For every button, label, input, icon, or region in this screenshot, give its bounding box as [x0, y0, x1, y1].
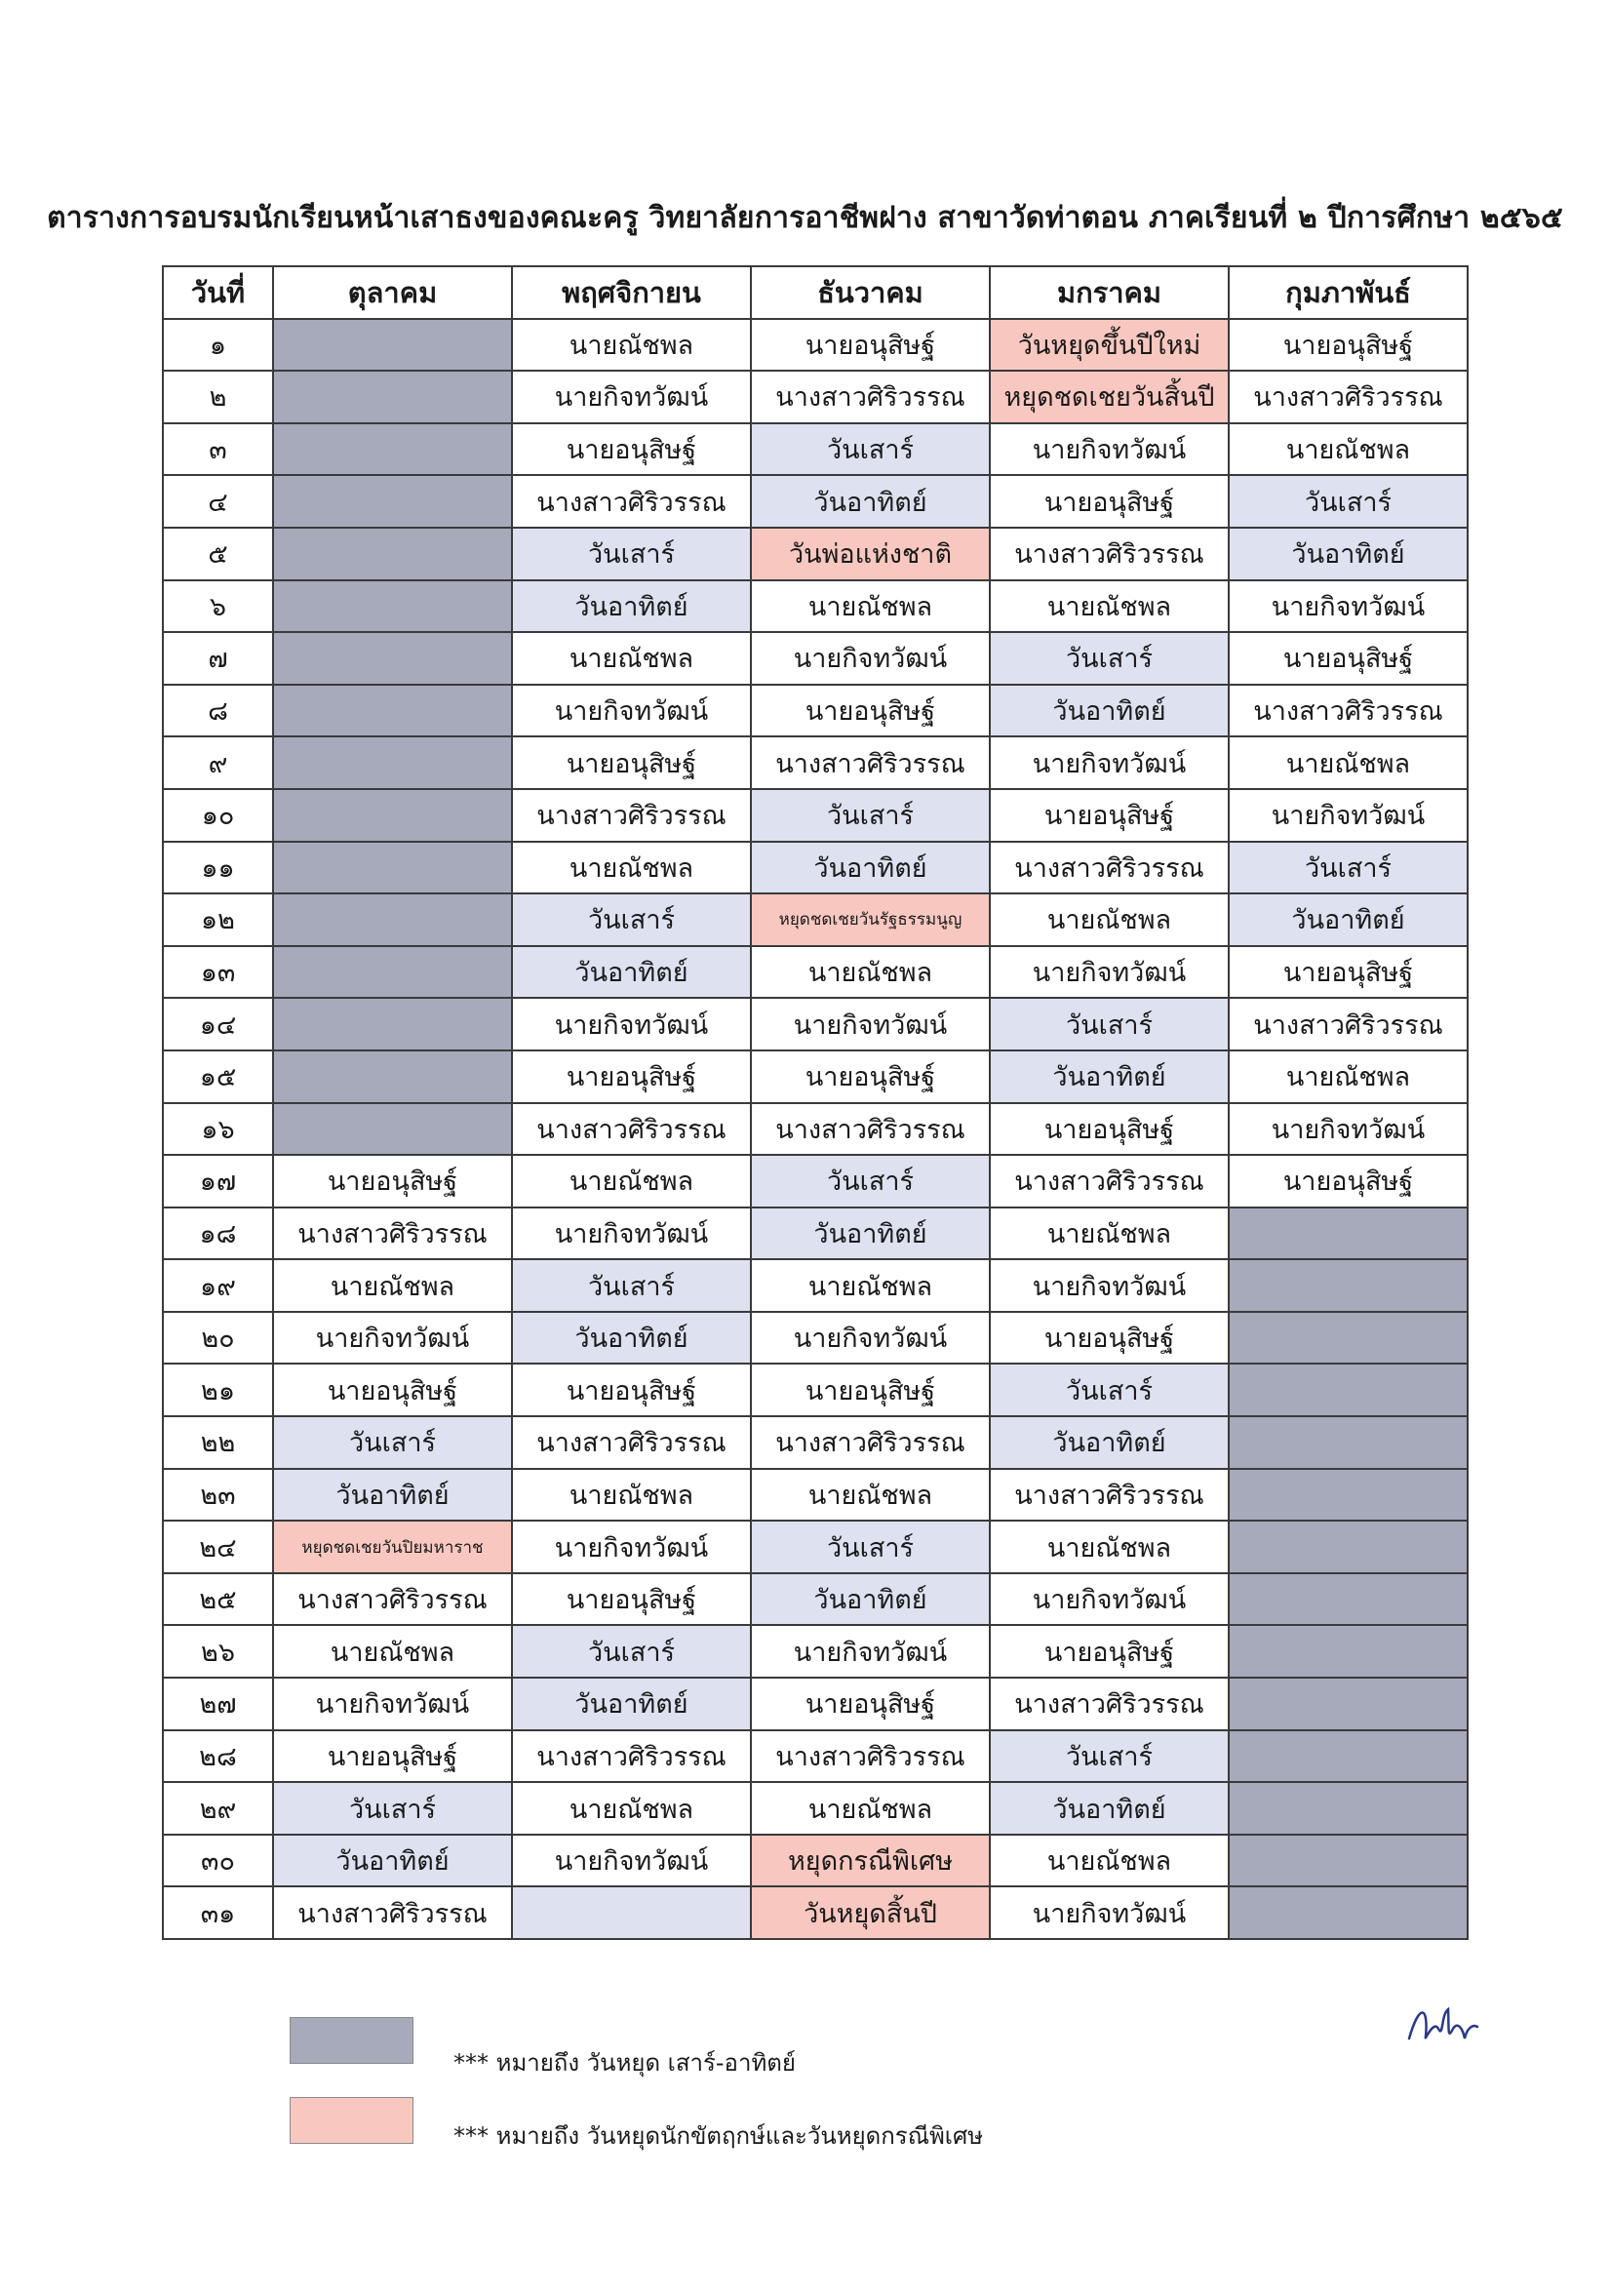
- schedule-cell-january: นายณัชพล: [990, 1835, 1229, 1887]
- header-november: พฤศจิกายน: [512, 266, 751, 319]
- schedule-cell-november: นายอนุสิษฐ์: [512, 1364, 751, 1416]
- schedule-cell-december: นายอนุสิษฐ์: [751, 1364, 990, 1416]
- table-row: [163, 1416, 1468, 1469]
- schedule-cell-february: นางสาวศิริวรรณ: [1229, 998, 1468, 1050]
- schedule-cell-october: นางสาวศิริวรรณ: [273, 1573, 512, 1626]
- table-row: [163, 946, 1468, 999]
- table-row: [163, 580, 1468, 633]
- day-number-cell: ๑๕: [163, 1050, 273, 1103]
- schedule-cell-december: นายกิจทวัฒน์: [751, 632, 990, 685]
- schedule-cell-october: วันอาทิตย์: [273, 1835, 512, 1887]
- day-number-cell: ๑๗: [163, 1155, 273, 1207]
- schedule-body: [163, 319, 1468, 1939]
- schedule-cell-december: วันเสาร์: [751, 423, 990, 476]
- schedule-cell-october: นายณัชพล: [273, 1259, 512, 1312]
- schedule-cell-november: [512, 1886, 751, 1939]
- schedule-cell-february: นายณัชพล: [1229, 1050, 1468, 1103]
- table-row: [163, 1835, 1468, 1887]
- schedule-cell-february: นายอนุสิษฐ์: [1229, 1155, 1468, 1207]
- day-number-cell: ๑: [163, 319, 273, 372]
- schedule-cell-february: นายอนุสิษฐ์: [1229, 632, 1468, 685]
- day-number-cell: ๒๗: [163, 1678, 273, 1730]
- table-row: [163, 1207, 1468, 1260]
- table-row: [163, 1625, 1468, 1678]
- schedule-cell-january: วันเสาร์: [990, 1364, 1229, 1416]
- schedule-cell-october: นายอนุสิษฐ์: [273, 1155, 512, 1207]
- schedule-cell-february: วันอาทิตย์: [1229, 893, 1468, 946]
- day-number-cell: ๑๑: [163, 842, 273, 894]
- schedule-cell-february: [1229, 1625, 1468, 1678]
- schedule-cell-november: นายณัชพล: [512, 1782, 751, 1835]
- legend-holiday-text: *** หมายถึง วันหยุดนักขัตฤกษ์และวันหยุดกรณีพิเศษ: [453, 2122, 984, 2150]
- table-row: [163, 1521, 1468, 1573]
- schedule-cell-november: นางสาวศิริวรรณ: [512, 789, 751, 842]
- schedule-cell-november: วันอาทิตย์: [512, 1312, 751, 1365]
- header-day: วันที่: [163, 266, 273, 319]
- schedule-cell-january: วันเสาร์: [990, 632, 1229, 685]
- schedule-cell-november: นายณัชพล: [512, 632, 751, 685]
- schedule-cell-january: นางสาวศิริวรรณ: [990, 1678, 1229, 1730]
- day-number-cell: ๒๔: [163, 1521, 273, 1573]
- day-number-cell: ๙: [163, 736, 273, 789]
- day-number-cell: ๓: [163, 423, 273, 476]
- schedule-cell-january: นางสาวศิริวรรณ: [990, 528, 1229, 580]
- schedule-cell-february: วันอาทิตย์: [1229, 528, 1468, 580]
- day-number-cell: ๑๙: [163, 1259, 273, 1312]
- schedule-cell-november: นายณัชพล: [512, 319, 751, 372]
- schedule-cell-january: วันอาทิตย์: [990, 1782, 1229, 1835]
- schedule-cell-february: วันเสาร์: [1229, 842, 1468, 894]
- schedule-cell-december: นายกิจทวัฒน์: [751, 1625, 990, 1678]
- table-row: [163, 319, 1468, 372]
- schedule-cell-november: นายอนุสิษฐ์: [512, 423, 751, 476]
- schedule-cell-january: นายกิจทวัฒน์: [990, 1573, 1229, 1626]
- schedule-cell-february: [1229, 1782, 1468, 1835]
- schedule-cell-january: วันเสาร์: [990, 998, 1229, 1050]
- schedule-cell-october: [273, 1050, 512, 1103]
- header-february: กุมภาพันธ์: [1229, 266, 1468, 319]
- schedule-cell-december: วันเสาร์: [751, 1521, 990, 1573]
- schedule-cell-october: [273, 946, 512, 999]
- schedule-cell-january: วันอาทิตย์: [990, 1050, 1229, 1103]
- schedule-cell-november: วันเสาร์: [512, 528, 751, 580]
- day-number-cell: ๓๐: [163, 1835, 273, 1887]
- table-row: [163, 1155, 1468, 1207]
- schedule-cell-november: นายอนุสิษฐ์: [512, 1573, 751, 1626]
- schedule-cell-january: นายอนุสิษฐ์: [990, 1625, 1229, 1678]
- legend-holiday-swatch: [290, 2097, 413, 2144]
- schedule-cell-november: วันอาทิตย์: [512, 580, 751, 633]
- schedule-cell-december: นางสาวศิริวรรณ: [751, 736, 990, 789]
- day-number-cell: ๒๖: [163, 1625, 273, 1678]
- schedule-cell-october: นายณัชพล: [273, 1625, 512, 1678]
- schedule-cell-october: [273, 580, 512, 633]
- schedule-cell-december: หยุดกรณีพิเศษ: [751, 1835, 990, 1887]
- table-row: [163, 685, 1468, 737]
- day-number-cell: ๑๘: [163, 1207, 273, 1260]
- table-row: [163, 528, 1468, 580]
- page-title: ตารางการอบรมนักเรียนหน้าเสาธงของคณะครู วิทยาลัยการอาชีพฝาง สาขาวัดท่าตอน ภาคเรียนที่ ๒ ปีการศึกษา ๒๕๖๕: [47, 201, 1563, 235]
- schedule-cell-november: นายณัชพล: [512, 842, 751, 894]
- schedule-cell-january: นายกิจทวัฒน์: [990, 946, 1229, 999]
- schedule-cell-october: นายกิจทวัฒน์: [273, 1312, 512, 1365]
- schedule-cell-january: นายณัชพล: [990, 580, 1229, 633]
- schedule-cell-december: นางสาวศิริวรรณ: [751, 371, 990, 423]
- schedule-cell-october: วันอาทิตย์: [273, 1469, 512, 1522]
- schedule-cell-december: วันอาทิตย์: [751, 1573, 990, 1626]
- day-number-cell: ๓๑: [163, 1886, 273, 1939]
- schedule-cell-november: นางสาวศิริวรรณ: [512, 475, 751, 528]
- schedule-cell-february: [1229, 1678, 1468, 1730]
- schedule-cell-january: วันอาทิตย์: [990, 685, 1229, 737]
- schedule-cell-november: นายกิจทวัฒน์: [512, 1835, 751, 1887]
- day-number-cell: ๒๓: [163, 1469, 273, 1522]
- schedule-cell-november: นายอนุสิษฐ์: [512, 736, 751, 789]
- schedule-cell-january: นายกิจทวัฒน์: [990, 736, 1229, 789]
- schedule-cell-october: [273, 685, 512, 737]
- schedule-cell-november: นางสาวศิริวรรณ: [512, 1416, 751, 1469]
- table-row: [163, 1259, 1468, 1312]
- schedule-cell-january: วันหยุดขึ้นปีใหม่: [990, 319, 1229, 372]
- day-number-cell: ๒๙: [163, 1782, 273, 1835]
- schedule-cell-october: [273, 423, 512, 476]
- day-number-cell: ๑๖: [163, 1103, 273, 1156]
- table-row: [163, 1103, 1468, 1156]
- schedule-cell-december: นายอนุสิษฐ์: [751, 1050, 990, 1103]
- schedule-cell-february: [1229, 1469, 1468, 1522]
- day-number-cell: ๔: [163, 475, 273, 528]
- schedule-cell-october: [273, 893, 512, 946]
- schedule-cell-november: นายณัชพล: [512, 1155, 751, 1207]
- schedule-cell-december: นายณัชพล: [751, 946, 990, 999]
- day-number-cell: ๒๑: [163, 1364, 273, 1416]
- day-number-cell: ๒๕: [163, 1573, 273, 1626]
- schedule-cell-december: นายณัชพล: [751, 580, 990, 633]
- schedule-cell-december: นางสาวศิริวรรณ: [751, 1103, 990, 1156]
- signature-mark: [1404, 1999, 1482, 2048]
- schedule-cell-december: นายอนุสิษฐ์: [751, 1678, 990, 1730]
- day-number-cell: ๒: [163, 371, 273, 423]
- schedule-cell-november: นายณัชพล: [512, 1469, 751, 1522]
- schedule-cell-november: นายกิจทวัฒน์: [512, 685, 751, 737]
- schedule-cell-november: วันเสาร์: [512, 1259, 751, 1312]
- header-january: มกราคม: [990, 266, 1229, 319]
- schedule-cell-october: วันเสาร์: [273, 1416, 512, 1469]
- schedule-cell-december: นายอนุสิษฐ์: [751, 319, 990, 372]
- day-number-cell: ๕: [163, 528, 273, 580]
- schedule-cell-february: นายอนุสิษฐ์: [1229, 319, 1468, 372]
- schedule-cell-december: วันอาทิตย์: [751, 842, 990, 894]
- schedule-cell-january: นายณัชพล: [990, 893, 1229, 946]
- schedule-cell-october: [273, 319, 512, 372]
- table-row: [163, 893, 1468, 946]
- day-number-cell: ๑๐: [163, 789, 273, 842]
- schedule-cell-january: นายณัชพล: [990, 1521, 1229, 1573]
- schedule-cell-february: [1229, 1521, 1468, 1573]
- schedule-cell-january: วันอาทิตย์: [990, 1416, 1229, 1469]
- schedule-cell-february: [1229, 1730, 1468, 1783]
- schedule-cell-october: นายอนุสิษฐ์: [273, 1730, 512, 1783]
- schedule-cell-november: นางสาวศิริวรรณ: [512, 1730, 751, 1783]
- table-row: [163, 1469, 1468, 1522]
- schedule-table: [162, 265, 1469, 1940]
- schedule-cell-october: นายกิจทวัฒน์: [273, 1678, 512, 1730]
- day-number-cell: ๒๒: [163, 1416, 273, 1469]
- schedule-cell-february: นายกิจทวัฒน์: [1229, 580, 1468, 633]
- header-row: [163, 266, 1468, 319]
- schedule-cell-january: นายกิจทวัฒน์: [990, 423, 1229, 476]
- schedule-cell-february: [1229, 1886, 1468, 1939]
- table-row: [163, 998, 1468, 1050]
- schedule-cell-october: นายอนุสิษฐ์: [273, 1364, 512, 1416]
- table-row: [163, 1730, 1468, 1783]
- schedule-cell-october: นางสาวศิริวรรณ: [273, 1886, 512, 1939]
- schedule-cell-november: นายกิจทวัฒน์: [512, 371, 751, 423]
- header-october: ตุลาคม: [273, 266, 512, 319]
- schedule-cell-january: นางสาวศิริวรรณ: [990, 842, 1229, 894]
- schedule-cell-december: นายณัชพล: [751, 1782, 990, 1835]
- table-row: [163, 789, 1468, 842]
- schedule-cell-february: [1229, 1259, 1468, 1312]
- table-row: [163, 1050, 1468, 1103]
- schedule-cell-october: [273, 371, 512, 423]
- schedule-cell-february: [1229, 1207, 1468, 1260]
- schedule-cell-january: นายอนุสิษฐ์: [990, 789, 1229, 842]
- schedule-cell-december: วันพ่อแห่งชาติ: [751, 528, 990, 580]
- schedule-cell-january: นายอนุสิษฐ์: [990, 1103, 1229, 1156]
- schedule-cell-december: นายอนุสิษฐ์: [751, 685, 990, 737]
- schedule-cell-october: [273, 632, 512, 685]
- table-row: [163, 1886, 1468, 1939]
- schedule-cell-november: นายกิจทวัฒน์: [512, 1521, 751, 1573]
- schedule-cell-december: วันอาทิตย์: [751, 475, 990, 528]
- schedule-cell-february: [1229, 1364, 1468, 1416]
- schedule-cell-november: นางสาวศิริวรรณ: [512, 1103, 751, 1156]
- schedule-cell-january: นายอนุสิษฐ์: [990, 475, 1229, 528]
- schedule-cell-december: นายณัชพล: [751, 1259, 990, 1312]
- schedule-cell-february: [1229, 1573, 1468, 1626]
- table-row: [163, 475, 1468, 528]
- day-number-cell: ๑๒: [163, 893, 273, 946]
- schedule-cell-february: นายณัชพล: [1229, 736, 1468, 789]
- schedule-cell-january: นายอนุสิษฐ์: [990, 1312, 1229, 1365]
- schedule-cell-december: วันเสาร์: [751, 1155, 990, 1207]
- schedule-cell-december: หยุดชดเชยวันรัฐธรรมนูญ: [751, 893, 990, 946]
- schedule-cell-december: นายกิจทวัฒน์: [751, 998, 990, 1050]
- schedule-cell-december: วันหยุดสิ้นปี: [751, 1886, 990, 1939]
- schedule-cell-february: นายกิจทวัฒน์: [1229, 789, 1468, 842]
- schedule-cell-december: วันเสาร์: [751, 789, 990, 842]
- schedule-cell-october: [273, 1103, 512, 1156]
- schedule-cell-february: วันเสาร์: [1229, 475, 1468, 528]
- schedule-cell-october: [273, 998, 512, 1050]
- schedule-cell-november: วันเสาร์: [512, 893, 751, 946]
- schedule-cell-october: [273, 736, 512, 789]
- table-row: [163, 736, 1468, 789]
- schedule-cell-december: นายณัชพล: [751, 1469, 990, 1522]
- schedule-cell-october: [273, 789, 512, 842]
- day-number-cell: ๒๘: [163, 1730, 273, 1783]
- schedule-cell-february: [1229, 1312, 1468, 1365]
- table-row: [163, 423, 1468, 476]
- schedule-cell-october: [273, 475, 512, 528]
- schedule-cell-november: นายกิจทวัฒน์: [512, 998, 751, 1050]
- schedule-cell-february: นางสาวศิริวรรณ: [1229, 371, 1468, 423]
- schedule-cell-february: นายกิจทวัฒน์: [1229, 1103, 1468, 1156]
- table-row: [163, 842, 1468, 894]
- header-december: ธันวาคม: [751, 266, 990, 319]
- table-row: [163, 1573, 1468, 1626]
- schedule-cell-january: วันเสาร์: [990, 1730, 1229, 1783]
- schedule-cell-february: [1229, 1835, 1468, 1887]
- schedule-cell-october: วันเสาร์: [273, 1782, 512, 1835]
- day-number-cell: ๑๓: [163, 946, 273, 999]
- table-row: [163, 1312, 1468, 1365]
- day-number-cell: ๗: [163, 632, 273, 685]
- schedule-cell-february: [1229, 1416, 1468, 1469]
- schedule-cell-november: วันเสาร์: [512, 1625, 751, 1678]
- schedule-cell-december: นางสาวศิริวรรณ: [751, 1730, 990, 1783]
- schedule-cell-december: วันอาทิตย์: [751, 1207, 990, 1260]
- schedule-cell-february: นายอนุสิษฐ์: [1229, 946, 1468, 999]
- schedule-cell-february: นางสาวศิริวรรณ: [1229, 685, 1468, 737]
- table-row: [163, 371, 1468, 423]
- legend-weekend-text: *** หมายถึง วันหยุด เสาร์-อาทิตย์: [453, 2049, 796, 2077]
- schedule-cell-october: หยุดชดเชยวันปิยมหาราช: [273, 1521, 512, 1573]
- day-number-cell: ๖: [163, 580, 273, 633]
- schedule-cell-january: นายกิจทวัฒน์: [990, 1886, 1229, 1939]
- legend-weekend-swatch: [290, 2017, 413, 2064]
- day-number-cell: ๘: [163, 685, 273, 737]
- schedule-cell-november: นายอนุสิษฐ์: [512, 1050, 751, 1103]
- schedule-cell-october: [273, 528, 512, 580]
- schedule-cell-november: วันอาทิตย์: [512, 1678, 751, 1730]
- table-row: [163, 1364, 1468, 1416]
- schedule-cell-december: นางสาวศิริวรรณ: [751, 1416, 990, 1469]
- day-number-cell: ๑๔: [163, 998, 273, 1050]
- table-row: [163, 1782, 1468, 1835]
- table-row: [163, 632, 1468, 685]
- schedule-cell-november: วันอาทิตย์: [512, 946, 751, 999]
- schedule-cell-january: หยุดชดเชยวันสิ้นปี: [990, 371, 1229, 423]
- schedule-cell-october: นางสาวศิริวรรณ: [273, 1207, 512, 1260]
- schedule-cell-december: นายกิจทวัฒน์: [751, 1312, 990, 1365]
- schedule-cell-january: นางสาวศิริวรรณ: [990, 1155, 1229, 1207]
- schedule-cell-october: [273, 842, 512, 894]
- schedule-cell-january: นายกิจทวัฒน์: [990, 1259, 1229, 1312]
- table-row: [163, 1678, 1468, 1730]
- day-number-cell: ๒๐: [163, 1312, 273, 1365]
- schedule-cell-november: นายกิจทวัฒน์: [512, 1207, 751, 1260]
- schedule-cell-january: นางสาวศิริวรรณ: [990, 1469, 1229, 1522]
- schedule-cell-february: นายณัชพล: [1229, 423, 1468, 476]
- schedule-cell-january: นายณัชพล: [990, 1207, 1229, 1260]
